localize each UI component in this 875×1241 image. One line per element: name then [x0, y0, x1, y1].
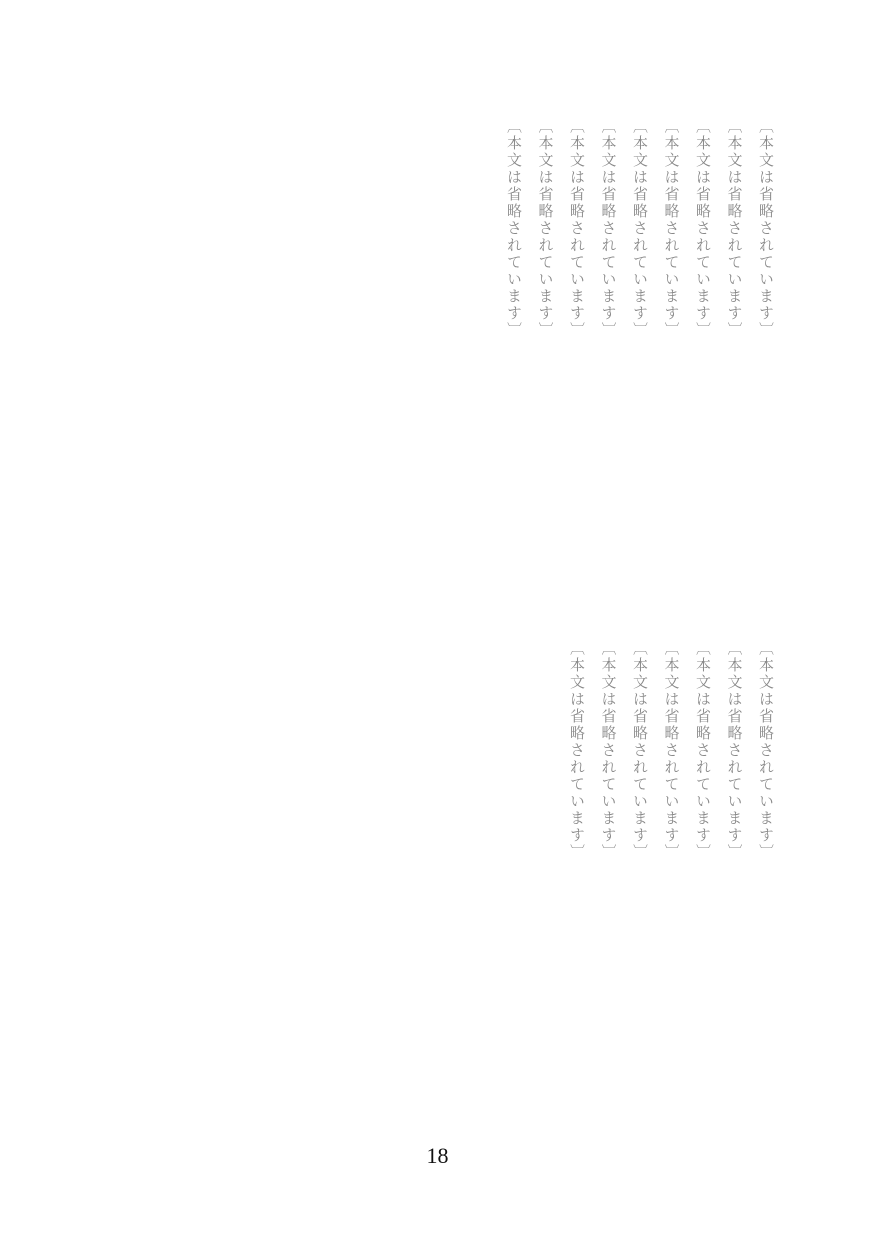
- text-block-upper: [130, 118, 780, 638]
- redacted-text-column: 〔本文は省略されています〕: [662, 118, 679, 339]
- redacted-text-column: 〔本文は省略されています〕: [725, 640, 742, 861]
- redacted-text-column: 〔本文は省略されています〕: [599, 118, 616, 339]
- redacted-text-column: 〔本文は省略されています〕: [536, 118, 553, 339]
- redacted-text-column: 〔本文は省略されています〕: [694, 640, 710, 861]
- text-block-lower: [240, 640, 780, 1120]
- redacted-text-column: 〔本文は省略されています〕: [694, 118, 710, 339]
- redacted-text-column: 〔本文は省略されています〕: [599, 640, 616, 861]
- redacted-text-column: 〔本文は省略されています〕: [505, 118, 521, 339]
- redacted-text-column: 〔本文は省略されています〕: [725, 118, 742, 339]
- redacted-text-column: 〔本文は省略されています〕: [631, 640, 647, 861]
- redacted-text-column: 〔本文は省略されています〕: [568, 640, 584, 861]
- redacted-text-column: 〔本文は省略されています〕: [757, 118, 773, 339]
- redacted-text-column: 〔本文は省略されています〕: [631, 118, 647, 339]
- redacted-text-column: 〔本文は省略されています〕: [757, 640, 773, 861]
- redacted-text-column: 〔本文は省略されています〕: [662, 640, 679, 861]
- redacted-text-column: 〔本文は省略されています〕: [568, 118, 584, 339]
- page-number: 18: [426, 1143, 449, 1168]
